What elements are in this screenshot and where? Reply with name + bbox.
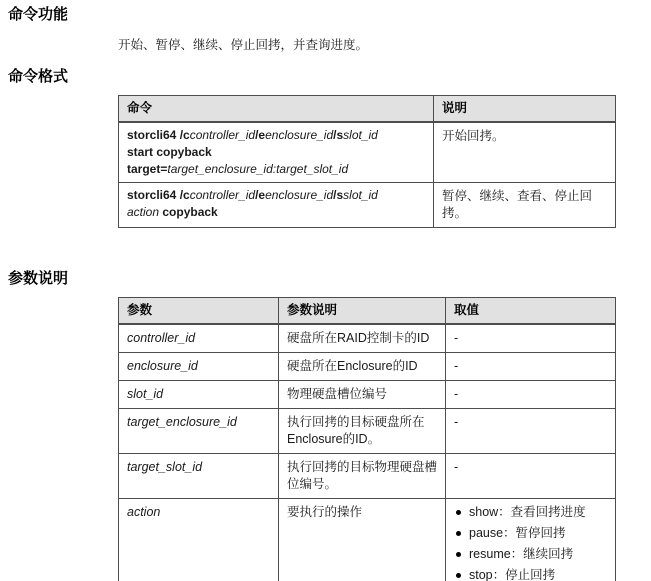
command-text-part: action bbox=[127, 205, 160, 219]
table-row bbox=[119, 454, 616, 499]
param-value-cell: - bbox=[446, 353, 616, 381]
section-heading-command-format: 命令格式 bbox=[8, 68, 69, 85]
command-text-part: /e bbox=[255, 128, 266, 142]
command-text-part: slot_id bbox=[343, 128, 378, 142]
param-value-cell: - bbox=[446, 454, 616, 499]
table-header-row bbox=[119, 96, 616, 123]
parameter-table bbox=[118, 297, 616, 581]
param-value-cell: - bbox=[446, 381, 616, 409]
param-desc-cell: 硬盘所在Enclosure的ID bbox=[279, 353, 446, 381]
command-description-cell: 开始回拷。 bbox=[434, 122, 616, 183]
command-column-header: 命令 bbox=[119, 96, 434, 123]
description-column-header: 说明 bbox=[434, 96, 616, 123]
command-line bbox=[127, 187, 425, 204]
command-text-part: /e bbox=[255, 188, 266, 202]
param-value-cell bbox=[446, 499, 616, 581]
command-text-part: storcli64 /c bbox=[127, 188, 190, 202]
param-name-cell: target_enclosure_id bbox=[119, 409, 279, 454]
command-text-part: slot_id bbox=[343, 188, 378, 202]
action-value-item: stop：停止回拷 bbox=[454, 567, 607, 581]
command-text-part: copyback bbox=[162, 205, 218, 219]
param-desc-cell: 硬盘所在RAID控制卡的ID bbox=[279, 324, 446, 353]
command-text-part: enclosure_id bbox=[265, 188, 334, 202]
param-name-cell: target_slot_id bbox=[119, 454, 279, 499]
section-heading-parameters: 参数说明 bbox=[8, 270, 69, 287]
param-desc-cell: 物理硬盘槽位编号 bbox=[279, 381, 446, 409]
command-text-part: target_enclosure_id:target_slot_id bbox=[167, 162, 349, 176]
command-description-cell: 暂停、继续、查看、停止回拷。 bbox=[434, 183, 616, 228]
command-text-part: start copyback bbox=[127, 145, 212, 159]
command-line bbox=[127, 204, 425, 221]
command-text-part: controller_id bbox=[189, 188, 256, 202]
param-desc-cell: 执行回拷的目标硬盘所在Enclosure的ID。 bbox=[279, 409, 446, 454]
param-desc-cell: 执行回拷的目标物理硬盘槽位编号。 bbox=[279, 454, 446, 499]
table-row bbox=[119, 409, 616, 454]
table-row bbox=[119, 122, 616, 183]
table-row bbox=[119, 183, 616, 228]
action-value-item: show：查看回拷进度 bbox=[454, 504, 607, 521]
action-values-list bbox=[454, 504, 607, 581]
command-text-part: target= bbox=[127, 162, 168, 176]
param-desc-column-header: 参数说明 bbox=[279, 298, 446, 325]
table-header-row bbox=[119, 298, 616, 325]
command-cell bbox=[119, 122, 434, 183]
command-line bbox=[127, 144, 425, 161]
command-text-part: /s bbox=[333, 188, 344, 202]
table-row bbox=[119, 499, 616, 581]
command-text-part: /s bbox=[333, 128, 344, 142]
parameter-table-wrap bbox=[118, 297, 651, 581]
param-desc-cell: 要执行的操作 bbox=[279, 499, 446, 581]
command-text-part: storcli64 /c bbox=[127, 128, 190, 142]
param-value-cell: - bbox=[446, 324, 616, 353]
section-heading-command-function: 命令功能 bbox=[8, 6, 69, 23]
command-format-table-wrap bbox=[118, 95, 651, 228]
param-value-cell: - bbox=[446, 409, 616, 454]
action-value-item: resume：继续回拷 bbox=[454, 546, 607, 563]
value-column-header: 取值 bbox=[446, 298, 616, 325]
action-value-item: pause：暂停回拷 bbox=[454, 525, 607, 542]
table-row bbox=[119, 324, 616, 353]
command-cell bbox=[119, 183, 434, 228]
command-format-table bbox=[118, 95, 616, 228]
param-name-cell: controller_id bbox=[119, 324, 279, 353]
table-row bbox=[119, 381, 616, 409]
command-line bbox=[127, 161, 425, 178]
param-name-cell: slot_id bbox=[119, 381, 279, 409]
table-row bbox=[119, 353, 616, 381]
param-name-cell: enclosure_id bbox=[119, 353, 279, 381]
param-column-header: 参数 bbox=[119, 298, 279, 325]
command-text-part: controller_id bbox=[189, 128, 256, 142]
command-text-part: enclosure_id bbox=[265, 128, 334, 142]
param-name-cell: action bbox=[119, 499, 279, 581]
command-line bbox=[127, 127, 425, 144]
command-function-text: 开始、暂停、继续、停止回拷，并查询进度。 bbox=[118, 38, 369, 52]
